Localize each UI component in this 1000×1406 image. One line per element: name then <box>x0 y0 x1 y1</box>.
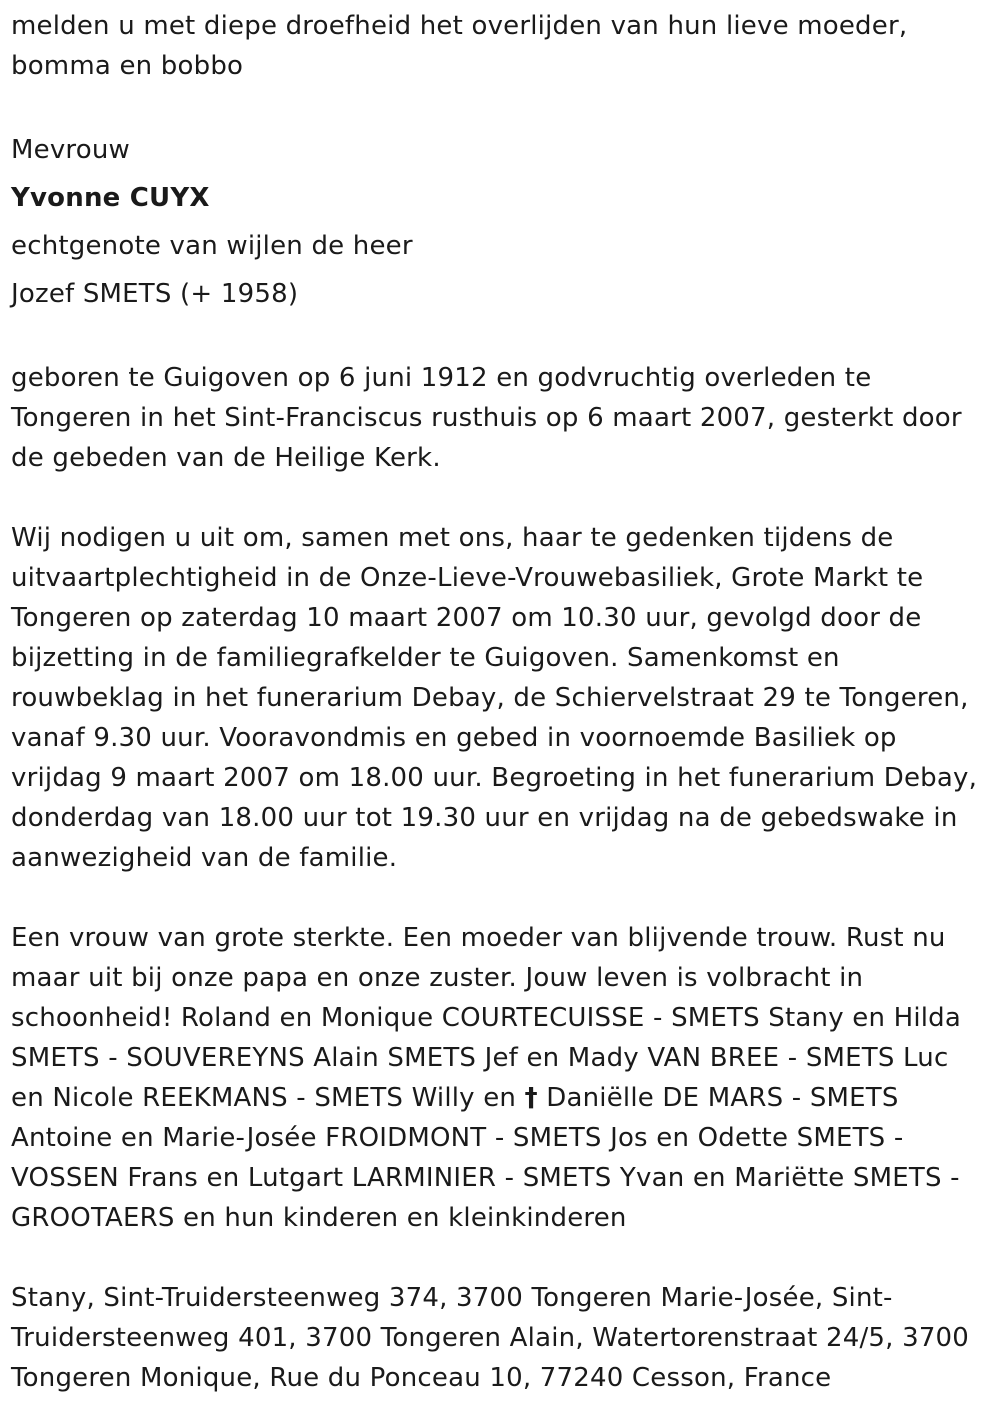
spacer <box>11 86 986 126</box>
family-paragraph <box>11 918 986 1238</box>
birth-death-paragraph: geboren te Guigoven op 6 juni 1912 en godvruchtig overleden te Tongeren in het Sint-Franciscus rusthuis op 6 maart 2007, gesterkt door de gebeden van de Heilige Kerk. <box>11 363 962 473</box>
spouse-line-2: Jozef SMETS (+ 1958) <box>11 279 299 309</box>
addresses-paragraph: Stany, Sint-Truidersteenweg 374, 3700 Tongeren Marie-Josée, Sint-Truidersteenweg 401, 3700 Tongeren Alain, Watertorenstraat 24/5, 3700 Tongeren Monique, Rue du Ponceau 10, 77240 Cesson, France <box>11 1283 970 1393</box>
family-text-after: Daniëlle DE MARS - SMETS Antoine en Marie-Josée FROIDMONT - SMETS Jos en Odette SMETS - VOSSEN Frans en Lutgart LARMINIER - SMETS Yvan en Mariëtte SMETS - GROOTAERS en hun kinderen en kleinkinderen <box>11 1083 960 1233</box>
spacer <box>11 878 986 918</box>
title-prefix: Mevrouw <box>11 135 130 165</box>
deceased-name: Yvonne CUYX <box>11 183 210 213</box>
spacer <box>11 1238 986 1278</box>
spacer <box>11 478 986 518</box>
cross-icon: † <box>524 1083 538 1113</box>
spacer <box>11 318 986 358</box>
ceremony-paragraph: Wij nodigen u uit om, samen met ons, haar te gedenken tijdens de uitvaartplechtigheid in de Onze-Lieve-Vrouwebasiliek, Grote Markt te Tongeren op zaterdag 10 maart 2007 om 10.30 uur, gevolgd door de bijzetting in de familiegrafkelder te Guigoven. Samenkomst en rouwbeklag in het funerarium Debay, de Schiervelstraat 29 te Tongeren, vanaf 9.30 uur. Vooravondmis en gebed in voornoemde Basiliek op vrijdag 9 maart 2007 om 18.00 uur. Begroeting in het funerarium Debay, donderdag van 18.00 uur tot 19.30 uur en vrijdag na de gebedswake in aanwezigheid van de familie. <box>11 523 978 873</box>
deceased-block <box>11 126 986 318</box>
obituary-document <box>11 6 986 1398</box>
spouse-line-1: echtgenote van wijlen de heer <box>11 231 413 261</box>
intro-paragraph: melden u met diepe droefheid het overlijden van hun lieve moeder, bomma en bobbo <box>11 11 908 81</box>
family-text-before: Een vrouw van grote sterkte. Een moeder van blijvende trouw. Rust nu maar uit bij onze papa en onze zuster. Jouw leven is volbracht in schoonheid! Roland en Monique COURTECUISSE - SMETS Stany en Hilda SMETS - SOUVEREYNS Alain SMETS Jef en Mady VAN BREE - SMETS Luc en Nicole REEKMANS - SMETS Willy en <box>11 923 962 1113</box>
